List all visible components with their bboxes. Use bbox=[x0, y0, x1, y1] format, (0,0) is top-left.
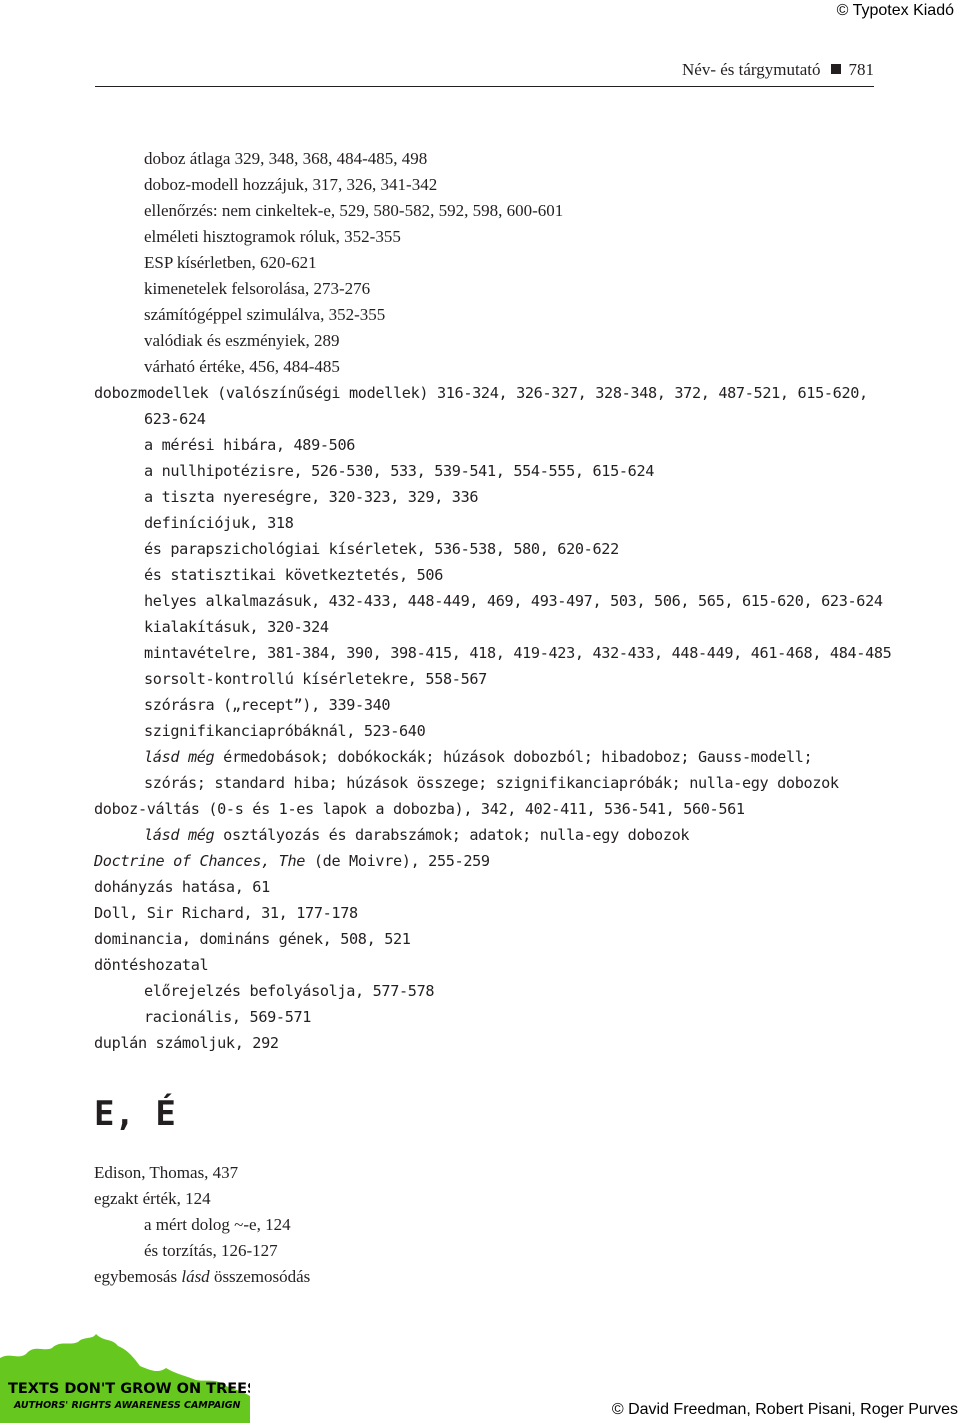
entry-text: a mérési hibára, 489-506 bbox=[144, 436, 356, 454]
entry-text: számítógéppel szimulálva, 352-355 bbox=[144, 305, 386, 324]
index-entry bbox=[94, 952, 884, 978]
index-entry bbox=[94, 588, 884, 614]
index-entry bbox=[94, 900, 884, 926]
entry-text: és torzítás, 126-127 bbox=[144, 1241, 278, 1260]
index-entry bbox=[94, 562, 884, 588]
entry-text: valódiak és eszményiek, 289 bbox=[144, 331, 340, 350]
index-entry bbox=[94, 250, 884, 276]
index-entry bbox=[94, 640, 892, 666]
publisher-copyright: © Typotex Kiadó bbox=[836, 2, 954, 19]
index-entry bbox=[94, 1264, 884, 1290]
section-letter: E, É bbox=[94, 1094, 176, 1134]
logo-line2: AUTHORS' RIGHTS AWARENESS CAMPAIGN bbox=[14, 1400, 241, 1411]
entry-text: és statisztikai következtetés, 506 bbox=[144, 566, 443, 584]
entry-text: sorsolt-kontrollú kísérletekre, 558-567 bbox=[144, 670, 487, 688]
campaign-logo bbox=[0, 1330, 250, 1423]
page-number: 781 bbox=[848, 60, 874, 79]
entry-italic: lásd még bbox=[144, 748, 215, 766]
index-entry bbox=[94, 146, 884, 172]
entry-text: a tiszta nyereségre, 320-323, 329, 336 bbox=[144, 488, 479, 506]
entry-text: egzakt érték, 124 bbox=[94, 1189, 211, 1208]
index-entries-e bbox=[94, 1160, 884, 1290]
entry-text: várható értéke, 456, 484-485 bbox=[144, 357, 340, 376]
index-entry bbox=[94, 1186, 884, 1212]
entry-text: összemosódás bbox=[209, 1267, 311, 1286]
index-entry bbox=[94, 536, 884, 562]
logo-line1: TEXTS DON'T GROW ON TREES! bbox=[8, 1381, 250, 1397]
index-entry bbox=[94, 614, 884, 640]
entry-text: szignifikanciapróbáknál, 523-640 bbox=[144, 722, 426, 740]
index-entry bbox=[94, 1030, 884, 1056]
entry-text: kimenetelek felsorolása, 273-276 bbox=[144, 279, 371, 298]
index-entry bbox=[94, 1212, 884, 1238]
index-entry bbox=[94, 926, 884, 952]
entry-text: dohányzás hatása, 61 bbox=[94, 878, 270, 896]
index-entry bbox=[94, 510, 884, 536]
index-entry bbox=[94, 666, 884, 692]
entry-text: Edison, Thomas, 437 bbox=[94, 1163, 239, 1182]
index-entry bbox=[94, 718, 884, 744]
index-entry bbox=[94, 328, 884, 354]
index-entry bbox=[94, 302, 884, 328]
index-entry bbox=[94, 874, 884, 900]
running-header bbox=[95, 60, 874, 87]
index-entry bbox=[94, 484, 884, 510]
entry-text: érmedobások; dobókockák; húzások dobozból; hibadoboz; Gauss-modell; bbox=[214, 748, 813, 766]
entry-italic: lásd még bbox=[144, 826, 215, 844]
header-title: Név- és tárgymutató bbox=[682, 60, 821, 79]
index-entry bbox=[94, 978, 884, 1004]
entry-italic: lásd bbox=[181, 1267, 210, 1286]
square-bullet-icon bbox=[831, 64, 841, 74]
index-entry bbox=[94, 172, 884, 198]
entry-text: helyes alkalmazásuk, 432-433, 448-449, 469, 493-497, 503, 506, 565, 615-620, 623-624 bbox=[144, 592, 883, 610]
entry-text: racionális, 569-571 bbox=[144, 1008, 312, 1026]
entry-text: doboz-modell hozzájuk, 317, 326, 341-342 bbox=[144, 175, 438, 194]
index-entry bbox=[94, 692, 884, 718]
entry-text: doboz átlaga 329, 348, 368, 484-485, 498 bbox=[144, 149, 428, 168]
index-entry bbox=[94, 848, 884, 874]
index-entry bbox=[94, 224, 884, 250]
index-entry bbox=[94, 354, 884, 380]
entry-text: definíciójuk, 318 bbox=[144, 514, 294, 532]
index-entry bbox=[94, 744, 884, 770]
index-entry bbox=[94, 1238, 884, 1264]
index-entry bbox=[94, 380, 884, 406]
entry-text: kialakításuk, 320-324 bbox=[144, 618, 329, 636]
entry-text: doboz-váltás (0-s és 1-es lapok a dobozba), 342, 402-411, 536-541, 560-561 bbox=[94, 800, 745, 818]
entry-text: ESP kísérletben, 620-621 bbox=[144, 253, 317, 272]
entry-italic: Doctrine of Chances, The bbox=[94, 852, 306, 870]
entry-text: előrejelzés befolyásolja, 577-578 bbox=[144, 982, 435, 1000]
entry-text: a mért dolog ~-e, 124 bbox=[144, 1215, 291, 1234]
index-entry bbox=[94, 1004, 884, 1030]
entry-text: dominancia, domináns gének, 508, 521 bbox=[94, 930, 411, 948]
entry-text: és parapszichológiai kísérletek, 536-538, 580, 620-622 bbox=[144, 540, 619, 558]
index-entry bbox=[94, 406, 884, 432]
entry-text: egybemosás bbox=[94, 1267, 182, 1286]
authors-copyright: © David Freedman, Robert Pisani, Roger Purves bbox=[611, 1401, 958, 1418]
index-entry bbox=[94, 822, 884, 848]
entry-text: 623-624 bbox=[144, 410, 206, 428]
entry-text: a nullhipotézisre, 526-530, 533, 539-541, 554-555, 615-624 bbox=[144, 462, 655, 480]
entry-text: duplán számoljuk, 292 bbox=[94, 1034, 279, 1052]
entry-text: osztályozás és darabszámok; adatok; nulla-egy dobozok bbox=[214, 826, 690, 844]
index-entry bbox=[94, 770, 884, 796]
index-entry bbox=[94, 796, 884, 822]
entry-text: dobozmodellek (valószínűségi modellek) 316-324, 326-327, 328-348, 372, 487-521, 615-620, bbox=[94, 384, 868, 402]
index-entries bbox=[94, 146, 892, 1056]
entry-text: Doll, Sir Richard, 31, 177-178 bbox=[94, 904, 358, 922]
index-entry bbox=[94, 458, 884, 484]
entry-text: mintavételre, 381-384, 390, 398-415, 418, 419-423, 432-433, 448-449, 461-468, 484-485 bbox=[144, 644, 892, 662]
entry-text: ellenőrzés: nem cinkeltek-e, 529, 580-582, 592, 598, 600-601 bbox=[144, 201, 564, 220]
entry-text: szórásra („recept”), 339-340 bbox=[144, 696, 391, 714]
index-entry bbox=[94, 276, 884, 302]
index-entry bbox=[94, 198, 884, 224]
index-entry bbox=[94, 432, 884, 458]
entry-text: (de Moivre), 255-259 bbox=[305, 852, 490, 870]
index-entry bbox=[94, 1160, 884, 1186]
entry-text: elméleti hisztogramok róluk, 352-355 bbox=[144, 227, 401, 246]
entry-text: szórás; standard hiba; húzások összege; szignifikanciapróbák; nulla-egy dobozok bbox=[144, 774, 839, 792]
entry-text: döntéshozatal bbox=[94, 956, 209, 974]
